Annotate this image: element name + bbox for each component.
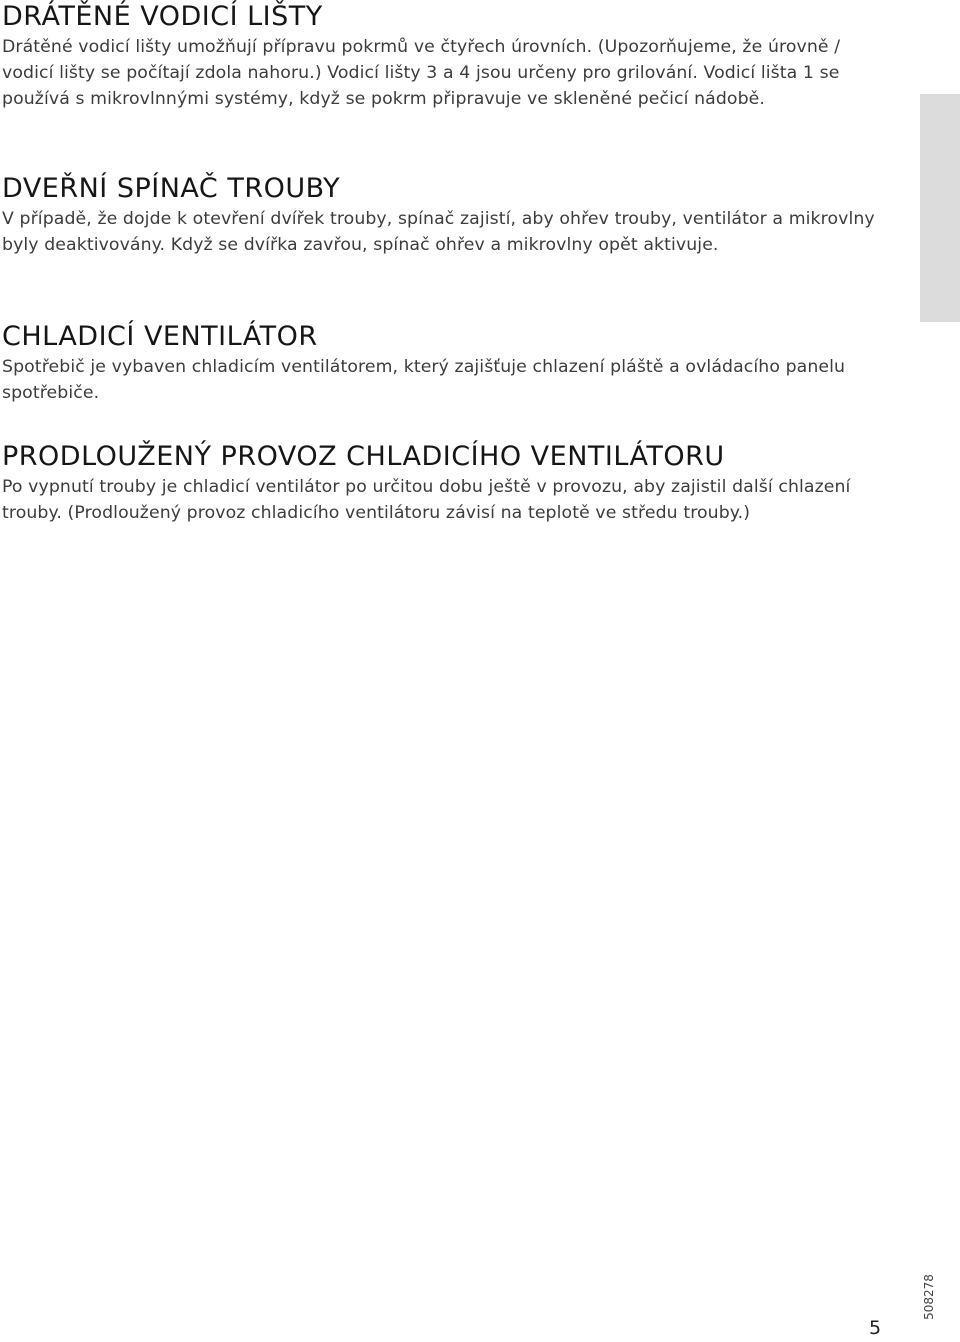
- section-wire-shelf-guides: [2, 0, 882, 112]
- section-body: [2, 354, 882, 406]
- section-heading: DVEŘNÍ SPÍNAČ TROUBY: [2, 173, 341, 204]
- section-door-switch: [2, 172, 882, 258]
- section-body: [2, 34, 882, 112]
- document-code-text: 508278: [922, 1274, 936, 1320]
- section-extended-fan-operation: [2, 440, 882, 526]
- body-line: systémy, když se pokrm připravuje ve skleněné pečicí nádobě.: [214, 89, 765, 109]
- body-line: Drátěné vodicí lišty umožňují přípravu pokrmů ve čtyřech úrovních. (Upozorňujeme, že: [2, 37, 763, 57]
- document-code: [918, 1272, 938, 1324]
- body-line: Po vypnutí trouby je chladicí ventilátor po určitou dobu ještě v provozu, aby zajistil další: [2, 477, 773, 497]
- chapter-side-tab: [920, 94, 960, 322]
- body-line: Vodicí lišty 3 a 4 jsou určeny pro grilování. Vodicí lišta 1 se používá s mikrovlnnými: [2, 63, 840, 109]
- body-line: úrovně / vodicí lišty se počítají zdola nahoru.): [2, 37, 841, 83]
- section-cooling-fan: [2, 320, 882, 406]
- body-line: panelu spotřebiče.: [2, 357, 846, 403]
- section-heading: PRODLOUŽENÝ PROVOZ CHLADICÍHO VENTILÁTORU: [2, 441, 725, 472]
- body-line: aktivuje.: [643, 235, 719, 255]
- body-line: chlazení trouby. (Prodloužený provoz chladicího ventilátoru závisí na teplotě ve středu: [2, 477, 851, 523]
- body-line: trouby.): [683, 503, 751, 523]
- body-line: Spotřebič je vybaven chladicím ventilátorem, který zajišťuje chlazení pláště a ovládacího: [2, 357, 780, 377]
- section-body: [2, 206, 882, 258]
- page-number: 5: [869, 1317, 882, 1339]
- section-heading: DRÁTĚNÉ VODICÍ LIŠTY: [2, 1, 323, 32]
- section-body: [2, 474, 882, 526]
- body-line: V případě, že dojde k otevření dvířek trouby, spínač zajistí, aby ohřev trouby, ventilátor: [2, 209, 767, 229]
- section-heading: CHLADICÍ VENTILÁTOR: [2, 321, 318, 352]
- body-line: a mikrovlny byly deaktivovány. Když se dvířka zavřou, spínač ohřev a mikrovlny opět: [2, 209, 875, 255]
